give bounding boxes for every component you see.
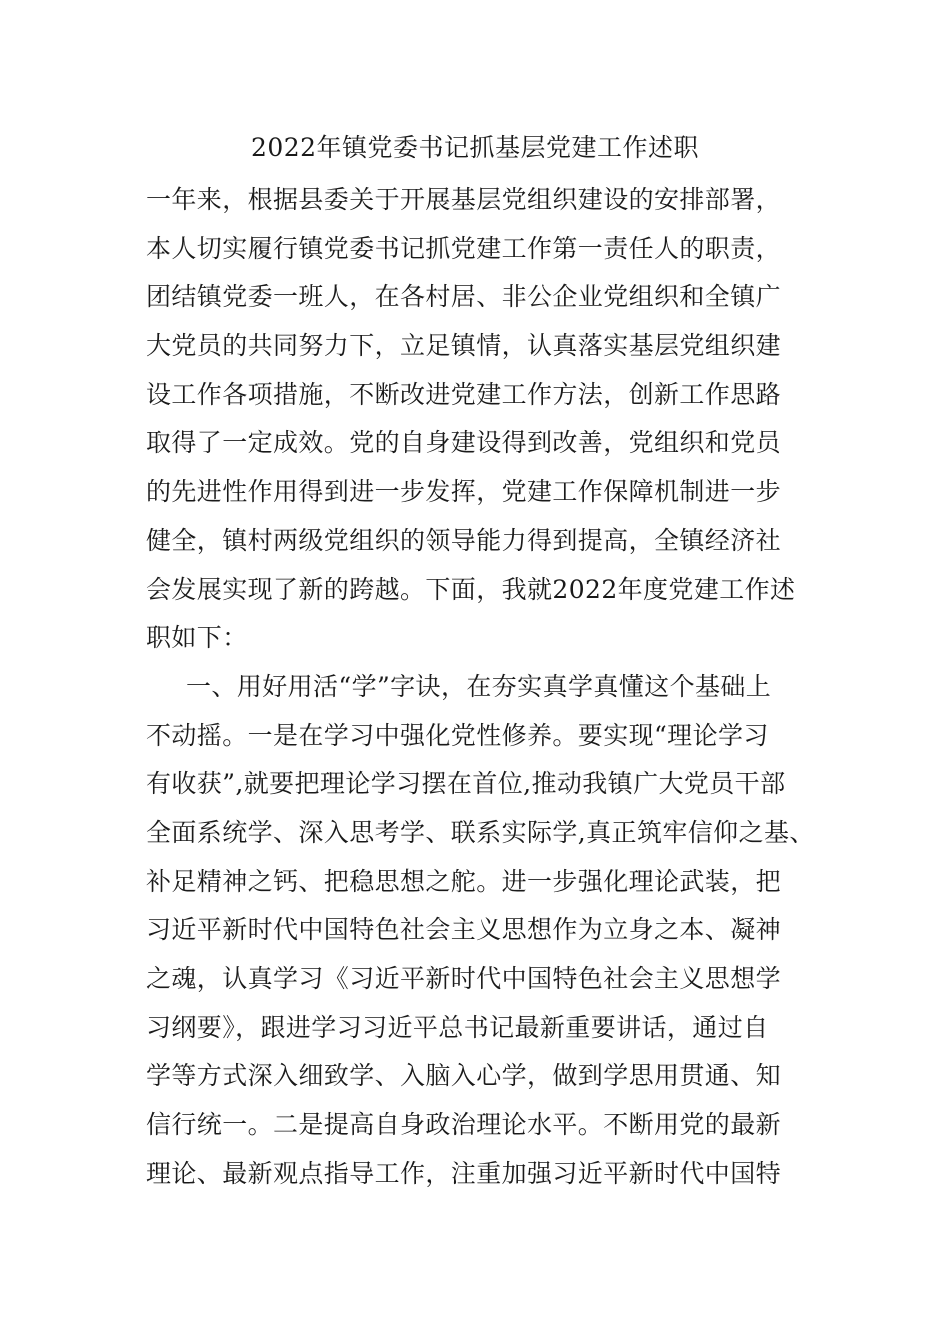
text-line: 有收获”,就要把理论学习摆在首位,推动我镇广大党员干部 <box>146 769 786 799</box>
text-line: 信行统一。二是提高自身政治理论水平。不断用党的最新 <box>146 1110 782 1140</box>
text-line: 设工作各项措施，不断改进党建工作方法，创新工作思路 <box>146 379 782 409</box>
text-line: 补足精神之钙、把稳思想之舵。进一步强化理论武装，把 <box>146 866 782 896</box>
text-line: 习纲要》，跟进学习习近平总书记最新重要讲话，通过自 <box>146 1012 769 1042</box>
text-line: 学等方式深入细致学、入脑入心学，做到学思用贯通、知 <box>146 1061 782 1091</box>
text-line-indented: 一、用好用活“学”字诀，在夯实真学真懂这个基础上 <box>186 671 772 701</box>
text-line: 不动摇。一是在学习中强化党性修养。要实现“理论学习 <box>146 720 769 750</box>
text-line: 团结镇党委一班人，在各村居、非公企业党组织和全镇广 <box>146 282 782 312</box>
paragraph-intro <box>146 176 826 663</box>
text-line: 大党员的共同努力下，立足镇情，认真落实基层党组织建 <box>146 331 782 361</box>
document-body <box>146 176 826 1198</box>
document-title: 2022年镇党委书记抓基层党建工作述职 <box>250 133 700 162</box>
text-line: 一年来，根据县委关于开展基层党组织建设的安排部署， <box>146 185 782 214</box>
text-line: 取得了一定成效。党的自身建设得到改善，党组织和党员 <box>146 428 782 458</box>
text-line: 理论、最新观点指导工作，注重加强习近平新时代中国特 <box>146 1158 782 1188</box>
text-line: 之魂，认真学习《习近平新时代中国特色社会主义思想学 <box>146 964 782 993</box>
text-line: 全面系统学、深入思考学、联系实际学,真正筑牢信仰之基、 <box>146 817 815 847</box>
text-line: 习近平新时代中国特色社会主义思想作为立身之本、凝神 <box>146 915 782 945</box>
text-line: 健全，镇村两级党组织的领导能力得到提高，全镇经济社 <box>146 525 782 555</box>
text-line: 职如下： <box>146 623 248 653</box>
text-line: 会发展实现了新的跨越。下面，我就2022年度党建工作述 <box>146 574 796 604</box>
text-line: 本人切实履行镇党委书记抓党建工作第一责任人的职责， <box>146 233 782 263</box>
text-line: 的先进性作用得到进一步发挥，党建工作保障机制进一步 <box>146 477 782 507</box>
paragraph-section-one <box>146 663 826 1199</box>
